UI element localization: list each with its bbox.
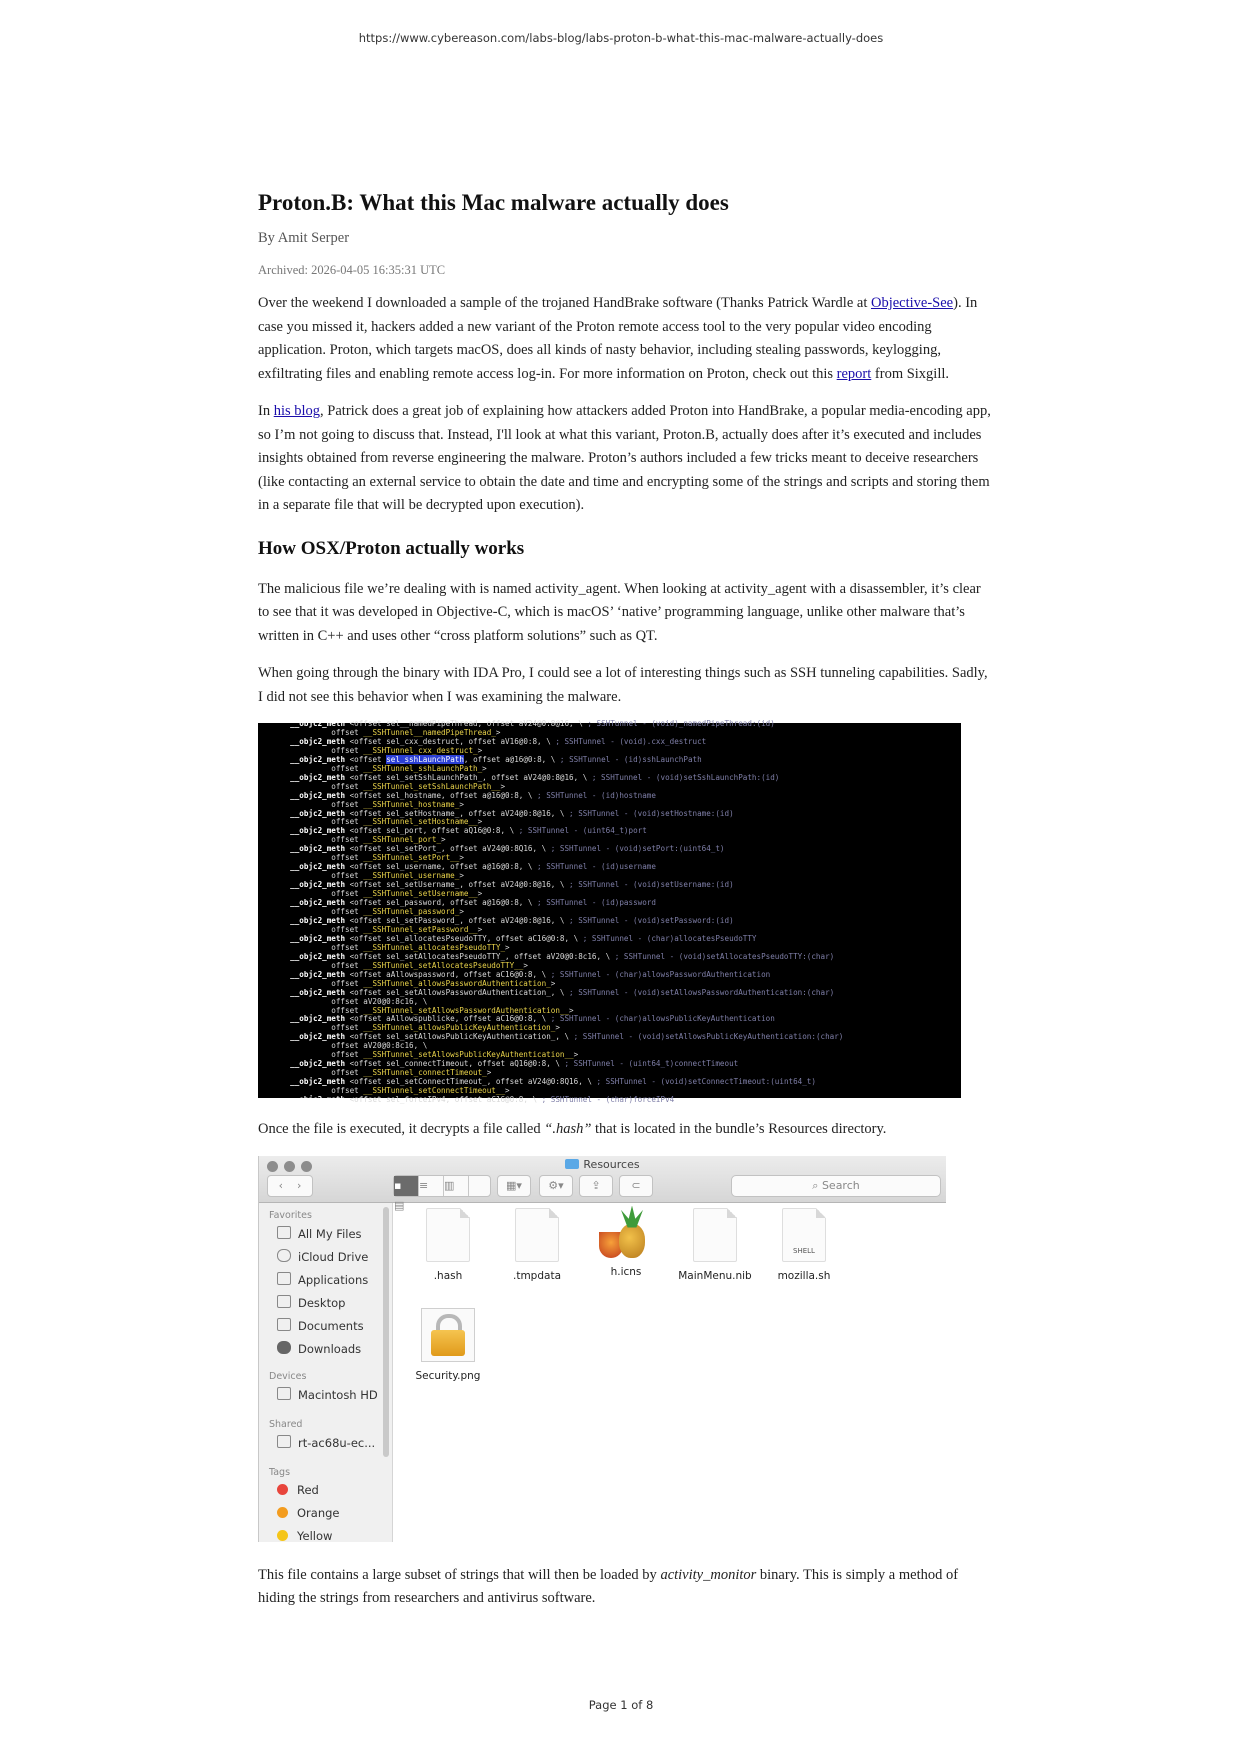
link-his-blog[interactable]: his blog bbox=[273, 403, 321, 419]
disassembly-line: offset __SSHTunnel__namedPipeThread_> bbox=[281, 727, 501, 737]
text-run: In bbox=[258, 403, 274, 419]
sidebar-item-downloads bbox=[277, 1341, 361, 1356]
disassembly-line: offset __SSHTunnel_setSshLaunchPath__> bbox=[281, 781, 506, 791]
link-report[interactable]: report bbox=[836, 365, 872, 382]
text-run: , Patrick does a great job of explaining how attackers added Proton into HandBrake, a popular media-encoding app, so I’m not going to discuss that. Instead, I'll look at what this variant, Proton.B, actually does after it’s executed and includes insights obtained from reverse engineering the malware. Proton’s authors included a few tricks meant to deceive researchers (like contacting an external service to obtain the date and time and encrypting some of the strings and scripts and storing them in a separate file that will be decrypted upon execution). bbox=[258, 403, 991, 513]
sidebar-tag-yellow bbox=[277, 1529, 332, 1543]
disassembly-line: offset __SSHTunnel_setPassword__> bbox=[281, 924, 483, 934]
disassembly-line: __objc2_meth <offset sel_setPort_, offset aV24@0:8Q16, \ ; SSHTunnel - (void)setPort:(uint64_t) bbox=[290, 844, 725, 854]
search-placeholder: Search bbox=[821, 1178, 860, 1192]
text-run: ). In case you missed it, hackers added a new variant of the Proton remote access tool to the very popular video encoding application. Proton, which targets macOS, does all kinds of nasty behavior, including stealing passwords, keylogging, exfiltrating files and enabling remote access log-in. For more information on Proton, check out this bbox=[258, 295, 978, 382]
favorites-heading: Favorites bbox=[269, 1209, 312, 1221]
file-label: .hash bbox=[433, 1269, 463, 1282]
disassembly-line: __objc2_meth <offset sel_cxx_destruct, offset aV16@0:8, \ ; SSHTunnel - (void).cxx_destruct bbox=[290, 736, 707, 746]
document-icon bbox=[693, 1208, 737, 1262]
sidebar-item-shared-router bbox=[277, 1435, 375, 1450]
disassembly-line: offset aV20@0:8c16, \ bbox=[281, 996, 428, 1006]
text-run: that is located in the bundle’s Resources directory. bbox=[591, 1121, 887, 1137]
disassembly-line: offset __SSHTunnel_sshLaunchPath_> bbox=[281, 763, 487, 773]
sidebar-label: rt-ac68u-ec... bbox=[298, 1435, 376, 1450]
file-label: MainMenu.nib bbox=[678, 1269, 752, 1282]
documents-icon bbox=[277, 1318, 291, 1331]
disassembly-line: offset __SSHTunnel_setHostname__> bbox=[281, 817, 483, 827]
orange-tag-icon bbox=[277, 1507, 288, 1518]
sidebar-item-documents bbox=[277, 1318, 364, 1333]
sidebar-label: Downloads bbox=[298, 1341, 362, 1356]
network-computer-icon bbox=[277, 1435, 291, 1448]
sidebar-label: All My Files bbox=[298, 1226, 362, 1241]
finder-window-screenshot bbox=[258, 1156, 946, 1542]
handbrake-pineapple-icon bbox=[599, 1206, 653, 1260]
article bbox=[258, 190, 993, 1625]
disassembly-line: __objc2_meth <offset sel_sshLaunchPath, offset a@16@0:8, \ ; SSHTunnel - (id)sshLaunchPath bbox=[290, 754, 702, 764]
disassembly-line: __objc2_meth <offset sel_port, offset aQ16@0:8, \ ; SSHTunnel - (uint64_t)port bbox=[290, 826, 647, 836]
sidebar-scrollbar bbox=[383, 1207, 389, 1457]
disassembly-line: offset aV20@0:8c16, \ bbox=[281, 1041, 428, 1051]
devices-heading: Devices bbox=[269, 1370, 307, 1382]
disassembly-line: __objc2_meth <offset sel_setAllowsPasswordAuthentication_, \ ; SSHTunnel - (void)setAllowsPasswordAuthentication:(char) bbox=[290, 987, 835, 997]
downloads-icon bbox=[277, 1341, 291, 1354]
finder-window-title bbox=[259, 1158, 946, 1171]
disassembly-line: __objc2_meth <offset aAllowspublicke, offset aC16@0:8, \ ; SSHTunnel - (char)allowsPublicKeyAuthentication bbox=[290, 1014, 775, 1024]
desktop-icon bbox=[277, 1295, 291, 1308]
section-heading: How OSX/Proton actually works bbox=[258, 537, 525, 559]
disassembly-line: __objc2_meth <offset sel_setConnectTimeout_, offset aV24@0:8Q16, \ ; SSHTunnel - (void)setConnectTimeout:(uint64_t) bbox=[290, 1077, 816, 1087]
sidebar-label: Desktop bbox=[298, 1295, 346, 1310]
cover-flow-icon: ▤ bbox=[394, 1198, 405, 1212]
text-run: binary. This is simply a method of hiding the strings from researchers and antivirus software. bbox=[258, 1566, 959, 1606]
disassembly-line: offset __SSHTunnel_setConnectTimeout__> bbox=[281, 1086, 510, 1096]
file-mainmenu-nib bbox=[670, 1208, 760, 1282]
red-tag-icon bbox=[277, 1484, 288, 1495]
paragraph-activity-agent: The malicious file we’re dealing with is named activity_agent. When looking at activity_agent with a disassembler, it’s clear to see that it was developed in Objective-C, which is macOS’ ‘native’ programming language, unlike other malware that’s written in C++ and uses other “cross platform solutions” such as QT. bbox=[258, 580, 981, 644]
shared-heading: Shared bbox=[269, 1418, 303, 1430]
list-view-icon: ≡ bbox=[419, 1176, 444, 1196]
disassembly-line: __objc2_meth <offset sel_setSshLaunchPath_, offset aV24@0:8@16, \ ; SSHTunnel - (void)setSshLaunchPath:(id) bbox=[290, 772, 780, 782]
disassembly-line: offset __SSHTunnel_cxx_destruct_> bbox=[281, 745, 483, 755]
sidebar-label: Macintosh HD bbox=[298, 1387, 378, 1402]
finder-titlebar bbox=[259, 1156, 946, 1212]
paragraph-hash-file bbox=[258, 1118, 993, 1142]
file-h-icns bbox=[581, 1206, 671, 1278]
document-icon bbox=[515, 1208, 559, 1262]
disassembly-line: __objc2_meth <offset sel_forceIPv4, offset aC16@0:8, \ ; SSHTunnel - (char)forceIPv4 bbox=[290, 1095, 675, 1105]
view-mode-segments bbox=[393, 1175, 491, 1212]
sidebar-label: Applications bbox=[298, 1272, 369, 1287]
folder-icon bbox=[565, 1159, 579, 1169]
disassembly-listing bbox=[258, 720, 961, 1105]
source-url: https://www.cybereason.com/labs-blog/labs-proton-b-what-this-mac-malware-actually-does bbox=[358, 31, 884, 45]
shell-script-icon bbox=[782, 1208, 826, 1262]
disassembly-line: __objc2_meth <offset sel__namedPipeThread, offset aV24@0:8@16, \ ; SSHTunnel - (void)_namedPipeThread:(id) bbox=[290, 719, 775, 728]
paragraph-blog bbox=[258, 400, 993, 518]
disassembly-line: __objc2_meth <offset sel_setAllowsPublicKeyAuthentication_, \ ; SSHTunnel - (void)setAllowsPublicKeyAuthentication:(char) bbox=[290, 1032, 844, 1042]
disassembly-line: offset __SSHTunnel_setAllocatesPseudoTTY__> bbox=[281, 960, 528, 970]
link-objective-see[interactable]: Objective-See bbox=[870, 295, 954, 311]
disassembly-line: __objc2_meth <offset sel_setPassword_, offset aV24@0:8@16, \ ; SSHTunnel - (void)setPassword:(id) bbox=[290, 915, 734, 925]
file-label: Security.png bbox=[415, 1369, 481, 1382]
paragraph-strings bbox=[258, 1564, 993, 1611]
text-run: Once the file is executed, it decrypts a file called bbox=[258, 1121, 545, 1137]
disassembly-line: __objc2_meth <offset sel_allocatesPseudoTTY, offset aC16@0:8, \ ; SSHTunnel - (char)allocatesPseudoTTY bbox=[290, 933, 757, 943]
sidebar-label: Red bbox=[297, 1482, 319, 1497]
back-forward-buttons: ‹ › bbox=[267, 1175, 313, 1197]
sidebar-item-macintosh-hd bbox=[277, 1387, 378, 1402]
page-number: Page 1 of 8 bbox=[588, 1698, 654, 1712]
file-label: h.icns bbox=[610, 1265, 642, 1278]
article-title: Proton.B: What this Mac malware actually does bbox=[258, 190, 729, 215]
byline: By Amit Serper bbox=[258, 230, 350, 246]
disassembly-line: offset __SSHTunnel_setAllowsPublicKeyAuthentication__> bbox=[281, 1050, 579, 1060]
sidebar-tag-orange bbox=[277, 1506, 340, 1520]
gear-icon: ⚙▾ bbox=[539, 1175, 573, 1197]
disassembly-line: offset __SSHTunnel_setAllowsPasswordAuthentication__> bbox=[281, 1005, 574, 1015]
disassembly-line: __objc2_meth <offset sel_hostname, offset a@16@0:8, \ ; SSHTunnel - (id)hostname bbox=[290, 790, 656, 800]
file-tmpdata bbox=[492, 1208, 582, 1282]
file-label: mozilla.sh bbox=[777, 1269, 831, 1282]
tag-icon: ⊂ bbox=[619, 1175, 653, 1197]
disassembly-line: offset __SSHTunnel_allowsPasswordAuthentication_> bbox=[281, 978, 556, 988]
yellow-tag-icon bbox=[277, 1530, 288, 1541]
finder-search-input: ⌕ Search bbox=[731, 1175, 941, 1197]
binary-name: activity_monitor bbox=[660, 1566, 757, 1583]
text-run: This file contains a large subset of strings that will then be loaded by bbox=[258, 1566, 661, 1583]
hard-drive-icon bbox=[277, 1387, 291, 1400]
sidebar-label: Documents bbox=[298, 1318, 364, 1333]
file-security-png bbox=[403, 1308, 493, 1382]
all-files-icon bbox=[277, 1226, 291, 1239]
share-icon: ⇪ bbox=[579, 1175, 613, 1197]
tags-heading: Tags bbox=[269, 1466, 291, 1478]
disassembly-line: __objc2_meth <offset sel_setHostname_, offset aV24@0:8@16, \ ; SSHTunnel - (void)setHostname:(id) bbox=[290, 808, 734, 818]
disassembly-line: __objc2_meth <offset sel_setUsername_, offset aV24@0:8@16, \ ; SSHTunnel - (void)setUsername:(id) bbox=[290, 880, 734, 890]
text-run: from Sixgill. bbox=[871, 365, 950, 382]
archived-date: Archived: 2026-04-05 16:35:31 UTC bbox=[258, 263, 446, 277]
sidebar-label: Orange bbox=[297, 1505, 340, 1520]
finder-sidebar bbox=[259, 1203, 393, 1542]
disassembly-line: offset __SSHTunnel_password_> bbox=[281, 907, 464, 917]
disassembly-line: offset __SSHTunnel_setUsername__> bbox=[281, 889, 483, 899]
column-view-icon: ▥ bbox=[444, 1176, 469, 1196]
disassembly-line: offset __SSHTunnel_setPort__> bbox=[281, 853, 464, 863]
disassembly-line: offset __SSHTunnel_hostname_> bbox=[281, 799, 464, 809]
disassembly-line: offset __SSHTunnel_username_> bbox=[281, 871, 464, 881]
disassembly-line: offset __SSHTunnel_allocatesPseudoTTY_> bbox=[281, 942, 510, 952]
sidebar-tag-red bbox=[277, 1483, 319, 1497]
finder-title-text: Resources bbox=[583, 1157, 640, 1171]
disassembly-line: __objc2_meth <offset sel_username, offset a@16@0:8, \ ; SSHTunnel - (id)username bbox=[290, 862, 656, 872]
file-mozilla-sh bbox=[759, 1208, 849, 1282]
sidebar-item-applications bbox=[277, 1272, 368, 1287]
disassembly-line: __objc2_meth <offset sel_password, offset a@16@0:8, \ ; SSHTunnel - (id)password bbox=[290, 898, 656, 908]
disassembly-line: __objc2_meth <offset aAllowspassword, offset aC16@0:8, \ ; SSHTunnel - (char)allowsPasswordAuthentication bbox=[290, 969, 771, 979]
arrange-icon: ▦▾ bbox=[497, 1175, 531, 1197]
sidebar-item-icloud-drive bbox=[277, 1249, 368, 1264]
disassembly-line: offset __SSHTunnel_connectTimeout_> bbox=[281, 1068, 492, 1078]
applications-icon bbox=[277, 1272, 291, 1285]
hash-filename: “.hash” bbox=[544, 1121, 592, 1137]
shell-badge: SHELL bbox=[793, 1246, 815, 1255]
file-hash bbox=[403, 1208, 493, 1282]
ida-disassembly-screenshot bbox=[258, 719, 961, 1105]
disassembly-line: offset __SSHTunnel_port_> bbox=[281, 835, 446, 845]
disassembly-line: __objc2_meth <offset sel_setAllocatesPseudoTTY_, offset aV20@0:8c16, \ ; SSHTunnel - (void)setAllocatesPseudoTTY:(char) bbox=[290, 951, 835, 961]
disassembly-line: offset __SSHTunnel_allowsPublicKeyAuthentication_> bbox=[281, 1023, 560, 1033]
paragraph-ida-pro: When going through the binary with IDA Pro, I could see a lot of interesting things such as SSH tunneling capabilities. Sadly, I did not see this behavior when I was examining the malware. bbox=[258, 665, 988, 705]
document-icon bbox=[426, 1208, 470, 1262]
disassembly-line: __objc2_meth <offset sel_connectTimeout, offset aQ16@0:8, \ ; SSHTunnel - (uint64_t)connectTimeout bbox=[290, 1059, 739, 1069]
sidebar-item-desktop bbox=[277, 1295, 345, 1310]
sidebar-label: Yellow bbox=[297, 1528, 333, 1543]
lock-icon bbox=[421, 1308, 475, 1362]
paragraph-intro bbox=[258, 292, 993, 386]
file-label: .tmpdata bbox=[513, 1269, 561, 1282]
icon-view-icon: ▪ bbox=[394, 1176, 419, 1196]
sidebar-item-all-my-files bbox=[277, 1226, 362, 1241]
cloud-icon bbox=[277, 1249, 291, 1262]
text-run: Over the weekend I downloaded a sample of the trojaned HandBrake software (Thanks Patrick Wardle at bbox=[258, 295, 871, 311]
sidebar-label: iCloud Drive bbox=[298, 1249, 369, 1264]
